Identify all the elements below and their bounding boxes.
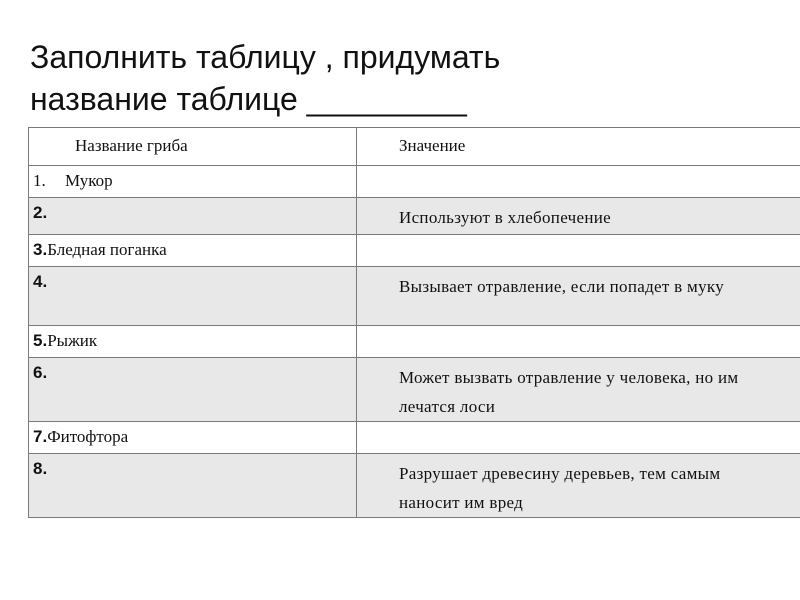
meaning-cell[interactable] [357, 198, 800, 235]
table-row [29, 358, 800, 422]
name-cell[interactable] [29, 235, 357, 267]
name-cell[interactable] [29, 166, 357, 198]
header-meaning-label: Значение [399, 136, 466, 155]
fungus-meaning [357, 422, 800, 427]
meaning-cell[interactable] [357, 166, 800, 198]
row-number: 4. [33, 272, 48, 291]
header-cell-name [29, 128, 357, 166]
fungus-name: Бледная поганка [47, 240, 167, 259]
name-cell[interactable] [29, 454, 357, 518]
fungus-meaning: Разрушает древесину деревьев, тем самым наносит им вред [399, 464, 721, 512]
table-header-row [29, 128, 800, 166]
table-row [29, 326, 800, 358]
title-line-1: Заполнить таблицу , придумать [30, 39, 501, 75]
fungus-name: Мукор [65, 171, 113, 190]
row-number: 2. [33, 203, 48, 222]
table-row [29, 422, 800, 454]
title-line-2: название таблице _________ [30, 81, 467, 117]
table-row [29, 235, 800, 267]
table-row [29, 166, 800, 198]
meaning-cell[interactable] [357, 422, 800, 454]
name-cell[interactable] [29, 358, 357, 422]
fungus-name: Фитофтора [47, 427, 129, 446]
header-name-label: Название гриба [75, 136, 188, 155]
fungus-meaning: Используют в хлебопечение [399, 208, 611, 227]
row-number: 1. [33, 171, 46, 190]
row-number: 5. [33, 331, 48, 350]
row-number: 8. [33, 459, 48, 478]
row-number: 6. [33, 363, 48, 382]
name-cell[interactable] [29, 326, 357, 358]
fungus-name: Рыжик [47, 331, 98, 350]
fungi-table [28, 127, 800, 518]
meaning-cell[interactable] [357, 267, 800, 326]
meaning-cell[interactable] [357, 454, 800, 518]
slide-title [30, 36, 780, 120]
fungus-meaning: Вызывает отравление, если попадет в муку [399, 277, 725, 296]
meaning-cell[interactable] [357, 358, 800, 422]
table-row [29, 267, 800, 326]
table-row [29, 454, 800, 518]
name-cell[interactable] [29, 198, 357, 235]
fungus-meaning [357, 326, 800, 331]
fungus-meaning: Может вызвать отравление у человека, но им лечатся лоси [399, 368, 739, 416]
fungus-meaning [357, 166, 800, 171]
name-cell[interactable] [29, 422, 357, 454]
row-number: 3. [33, 240, 48, 259]
meaning-cell[interactable] [357, 235, 800, 267]
meaning-cell[interactable] [357, 326, 800, 358]
name-cell[interactable] [29, 267, 357, 326]
header-cell-meaning [357, 128, 800, 166]
row-number: 7. [33, 427, 48, 446]
fungus-meaning [357, 235, 800, 240]
table-row [29, 198, 800, 235]
